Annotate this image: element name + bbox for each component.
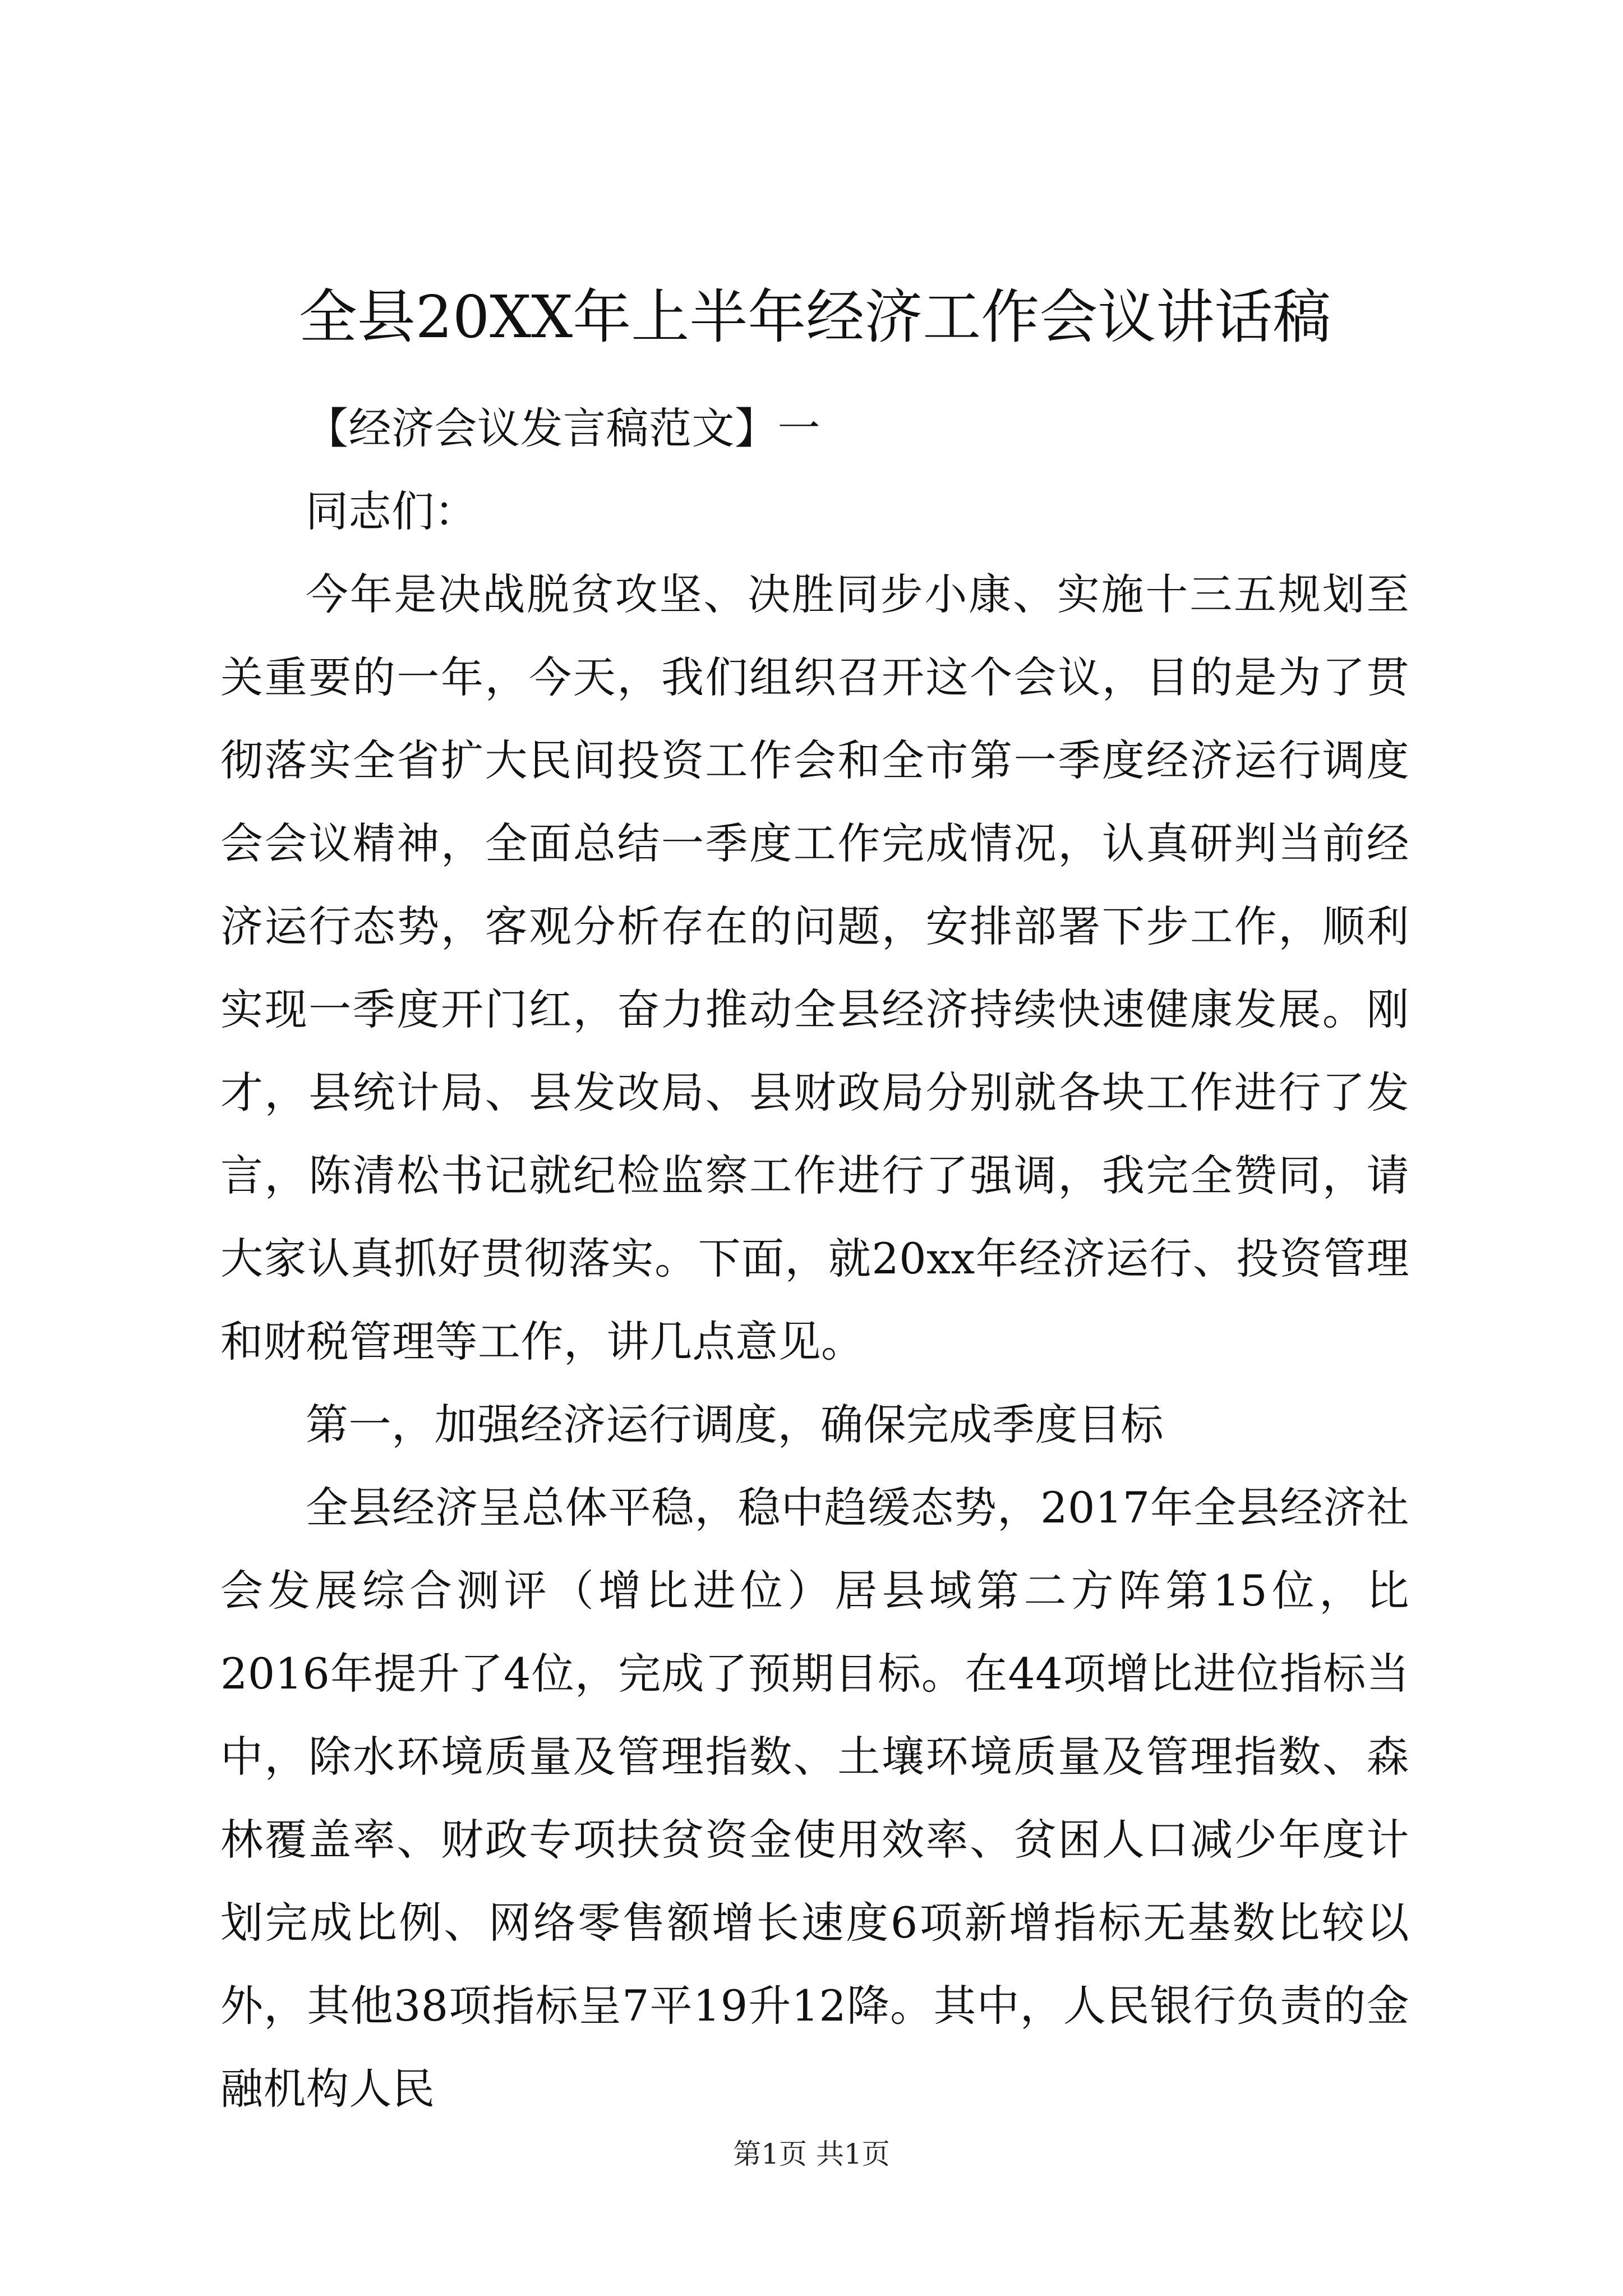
section-heading: 第一，加强经济运行调度，确保完成季度目标: [306, 1400, 1164, 1450]
section-label: 【经济会议发言稿范文】一: [306, 403, 820, 453]
page-footer: 第1页 共1页: [733, 2138, 890, 2170]
body-paragraph: 全县经济呈总体平稳，稳中趋缓态势，2017年全县经济社会发展综合测评（增比进位）居县域第二方阵第15位，比2016年提升了4位，完成了预期目标。在44项增比进位指标当中，除水环境质量及管理指数、土壤环境质量及管理指数、森林覆盖率、财政专项扶贫资金使用效率、贫困人口减少年度计划完成比例、网络零售额增长速度6项新增指标无基数比较以外，其他38项指标呈7平19升12降。其中，人民银行负责的金融机构人民: [220, 1483, 1409, 2114]
salutation: 同志们：: [306, 486, 477, 536]
body-paragraph: 今年是决战脱贫攻坚、决胜同步小康、实施十三五规划至关重要的一年，今天，我们组织召开这个会议，目的是为了贯彻落实全省扩大民间投资工作会和全市第一季度经济运行调度会会议精神，全面总结一季度工作完成情况，认真研判当前经济运行态势，客观分析存在的问题，安排部署下步工作，顺利实现一季度开门红，奋力推动全县经济持续快速健康发展。刚才，县统计局、县发改局、县财政局分别就各块工作进行了发言，陈清松书记就纪检监察工作进行了强调，我完全赞同，请大家认真抓好贯彻落实。下面，就20xx年经济运行、投资管理和财税管理等工作，讲几点意见。: [220, 569, 1409, 1366]
document-title: 全县20XX年上半年经济工作会议讲话稿: [298, 283, 1331, 351]
document-body: [220, 387, 1409, 2131]
